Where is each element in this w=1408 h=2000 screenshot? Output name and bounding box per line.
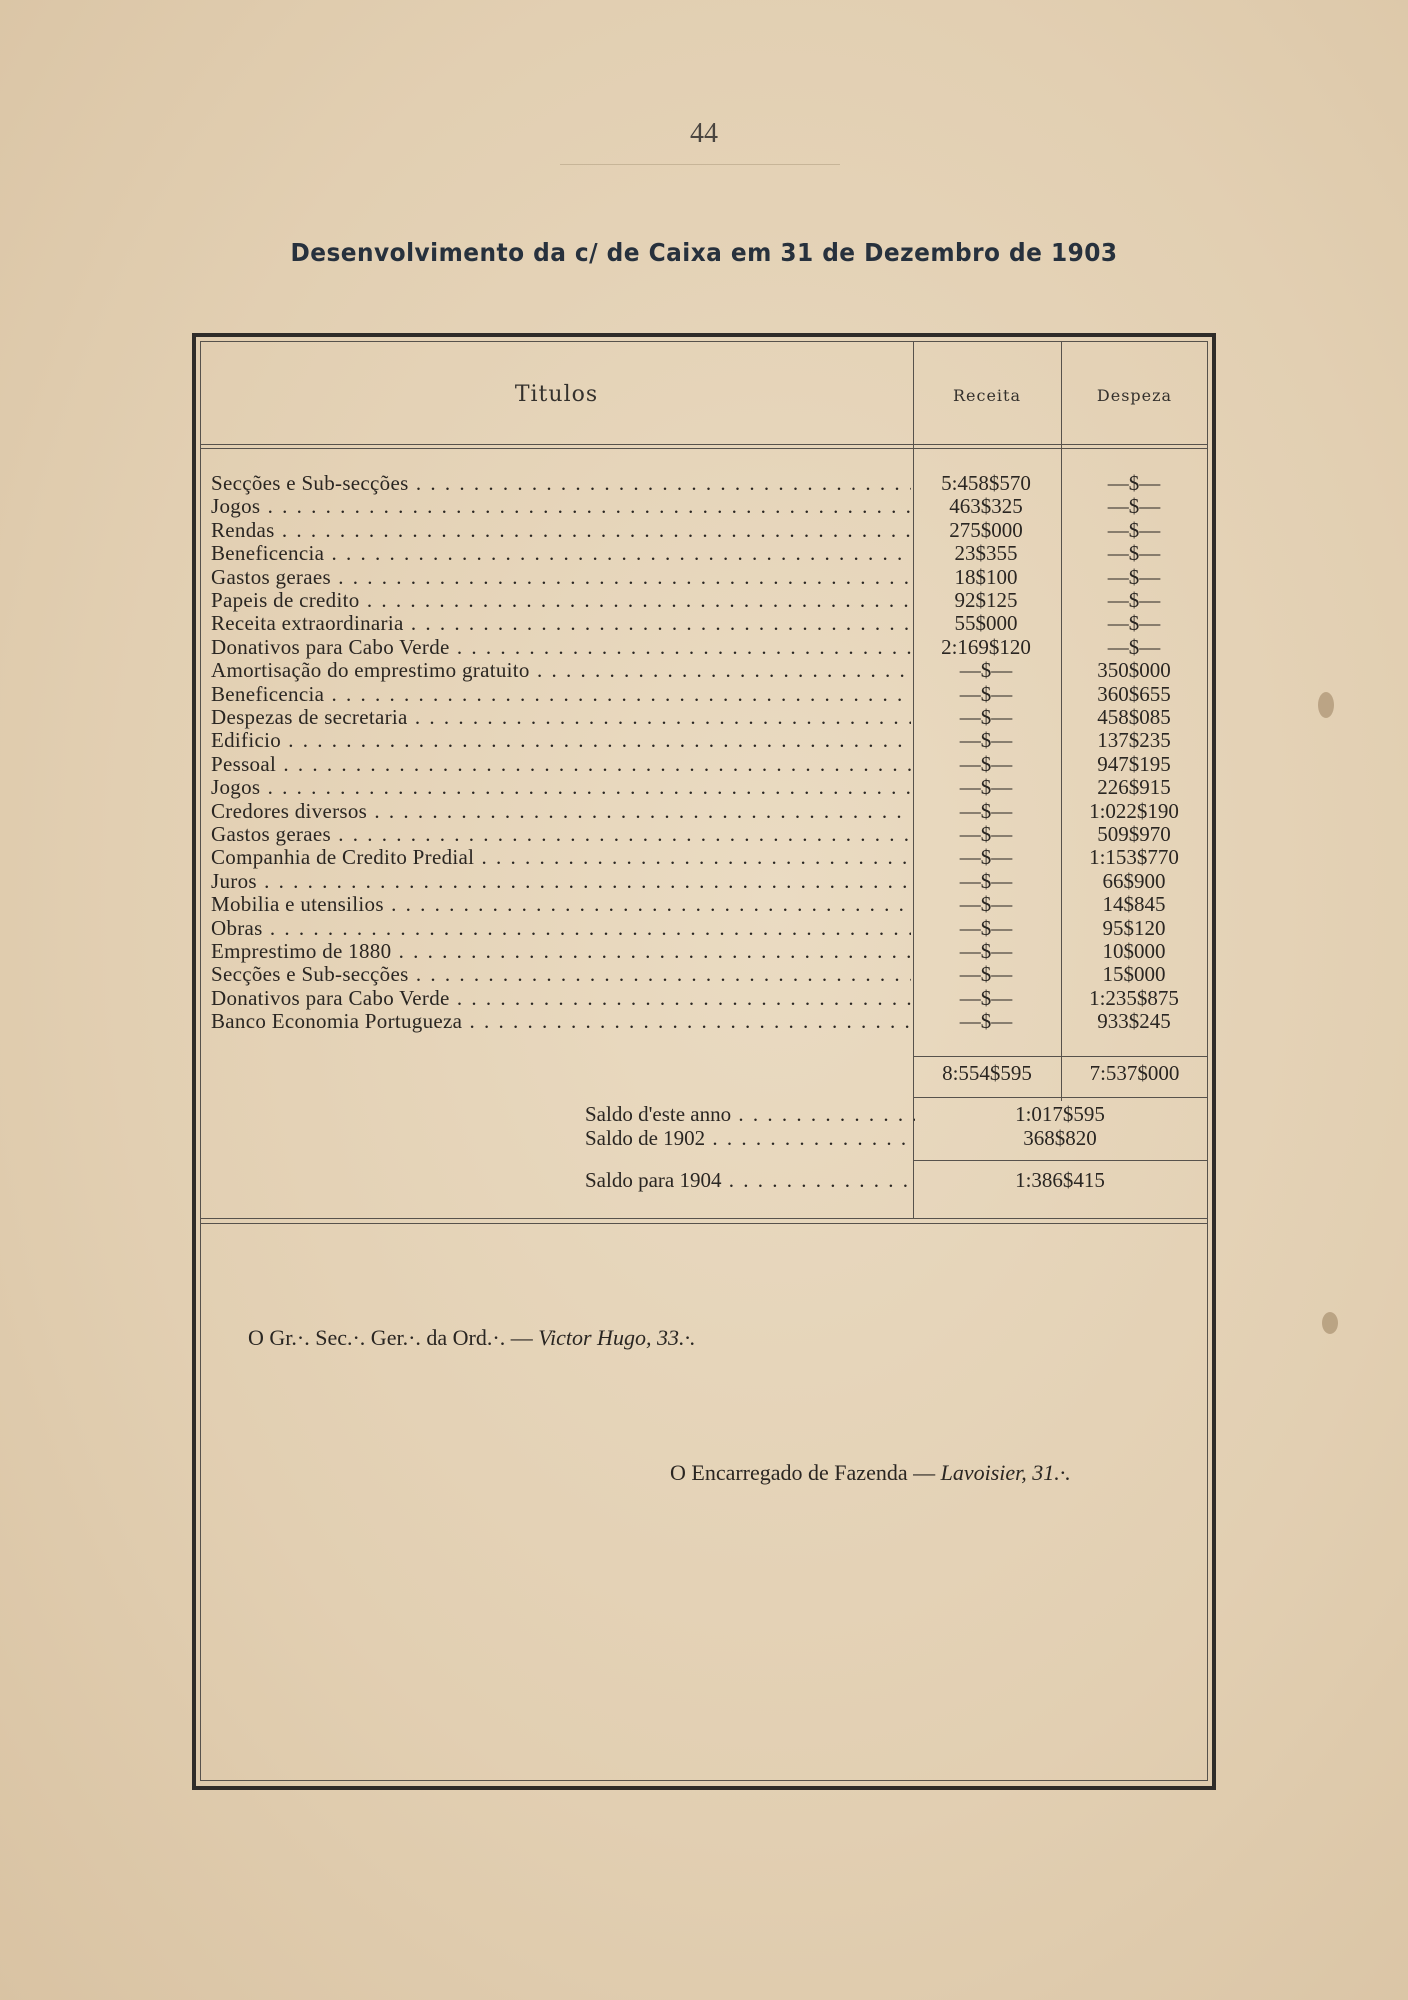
row-label: Emprestimo de 1880 . . . (211, 940, 911, 963)
row-despeza: 360$655 (1097, 681, 1171, 706)
header-titulos: Titulos (514, 382, 599, 407)
row-despeza: 933$245 (1097, 1009, 1171, 1034)
row-receita: —$— (959, 939, 1013, 963)
table-row (0, 519, 1408, 542)
header-despeza: Despeza (1096, 386, 1173, 405)
saldo-este-anno-label: Saldo d'este anno . . . (585, 1102, 915, 1126)
table-row (0, 659, 1408, 682)
row-despeza: —$— (1107, 588, 1161, 612)
row-despeza: 1:235$875 (1089, 985, 1179, 1010)
row-despeza: 947$195 (1097, 751, 1171, 776)
binding-hole-mark (1318, 692, 1334, 718)
signature-treasurer-title: O Encarregado de Fazenda — (670, 1460, 936, 1485)
row-receita: 463$325 (949, 494, 1023, 519)
row-label: Amortisação do emprestimo gratuito . . . (211, 659, 911, 682)
row-despeza: 66$900 (1102, 868, 1166, 893)
row-label: Secções e Sub-secções . . . (211, 472, 911, 495)
row-despeza: 1:022$190 (1089, 798, 1179, 823)
row-label: Despezas de secretaria . . . (211, 706, 911, 729)
row-despeza: 14$845 (1102, 892, 1166, 917)
row-receita: —$— (959, 728, 1013, 753)
section-rule-top (200, 1218, 1208, 1219)
row-despeza: 350$000 (1097, 658, 1171, 683)
total-receita: 8:554$595 (942, 1061, 1032, 1085)
row-receita: —$— (959, 705, 1013, 729)
row-label: Gastos geraes . . . (211, 566, 911, 589)
table-row (0, 683, 1408, 706)
row-despeza: 226$915 (1097, 775, 1171, 800)
table-row (0, 566, 1408, 589)
saldo-rule (913, 1160, 1208, 1161)
row-receita: —$— (959, 1009, 1013, 1034)
header-rule-top (200, 444, 1208, 445)
row-label: Donativos para Cabo Verde . . . (211, 987, 911, 1010)
row-label: Obras . . . (211, 917, 911, 940)
row-label: Juros . . . (211, 870, 911, 893)
table-row (0, 940, 1408, 963)
row-label: Credores diversos . . . (211, 800, 911, 823)
row-label: Papeis de credito . . . (211, 589, 911, 612)
signature-treasurer (670, 1460, 1071, 1486)
row-receita: —$— (959, 798, 1013, 823)
table-row (0, 776, 1408, 799)
row-receita: —$— (959, 658, 1013, 683)
row-label: Beneficencia . . . (211, 542, 911, 565)
table-row (0, 472, 1408, 495)
row-despeza: 1:153$770 (1089, 845, 1179, 870)
row-despeza: —$— (1107, 611, 1161, 636)
saldo-proximo-value: 1:386$415 (1015, 1168, 1105, 1192)
row-label: Donativos para Cabo Verde . . . (211, 636, 911, 659)
binding-hole-mark (1322, 1312, 1338, 1334)
saldo-anterior-label: Saldo de 1902 . . . (585, 1126, 915, 1150)
table-row (0, 870, 1408, 893)
row-receita: 55$000 (954, 611, 1018, 636)
row-receita: —$— (959, 892, 1013, 917)
row-receita: —$— (959, 962, 1013, 987)
row-despeza: —$— (1107, 634, 1161, 659)
row-receita: —$— (959, 915, 1013, 940)
table-row (0, 1010, 1408, 1033)
row-label: Mobilia e utensilios . . . (211, 893, 911, 916)
row-despeza: —$— (1107, 494, 1161, 519)
table-row (0, 589, 1408, 612)
table-row (0, 495, 1408, 518)
row-receita: —$— (959, 775, 1013, 800)
row-label: Rendas . . . (211, 519, 911, 542)
row-despeza: 10$000 (1102, 939, 1166, 963)
row-receita: 92$125 (954, 588, 1018, 612)
row-label: Beneficencia . . . (211, 683, 911, 706)
row-despeza: 458$085 (1097, 705, 1171, 729)
row-despeza: 15$000 (1102, 962, 1166, 987)
row-label: Receita extraordinaria . . . (211, 612, 911, 635)
row-receita: 23$355 (954, 541, 1018, 566)
totals-bottom-rule (913, 1097, 1208, 1098)
row-label: Jogos . . . (211, 776, 911, 799)
saldo-este-anno-value: 1:017$595 (1015, 1102, 1105, 1126)
header-receita: Receita (952, 386, 1022, 405)
row-despeza: —$— (1107, 564, 1161, 589)
table-row (0, 987, 1408, 1010)
row-receita: 5:458$570 (941, 471, 1031, 495)
row-receita: 275$000 (949, 517, 1023, 542)
saldo-proximo-label: Saldo para 1904 . . . (585, 1168, 915, 1192)
row-receita: —$— (959, 845, 1013, 870)
table-row (0, 636, 1408, 659)
row-label: Secções e Sub-secções . . . (211, 963, 911, 986)
totals-rule (913, 1056, 1208, 1057)
row-receita: —$— (959, 985, 1013, 1010)
table-row (0, 706, 1408, 729)
row-despeza: —$— (1107, 541, 1161, 566)
row-despeza: —$— (1107, 517, 1161, 542)
row-receita: 2:169$120 (941, 634, 1031, 659)
signature-secretary (248, 1325, 695, 1351)
row-label: Pessoal . . . (211, 753, 911, 776)
header-rule-bottom (200, 448, 1208, 449)
table-row (0, 729, 1408, 752)
saldo-anterior-value: 368$820 (1023, 1126, 1097, 1150)
table-row (0, 542, 1408, 565)
section-rule-bottom (200, 1223, 1208, 1224)
row-despeza: 509$970 (1097, 822, 1171, 846)
table-row (0, 846, 1408, 869)
row-receita: —$— (959, 822, 1013, 846)
signature-treasurer-name: Lavoisier, 31.·. (940, 1460, 1071, 1485)
signature-secretary-title: O Gr.·. Sec.·. Ger.·. da Ord.·. — (248, 1325, 533, 1350)
table-row (0, 917, 1408, 940)
signature-secretary-name: Victor Hugo, 33.·. (538, 1325, 696, 1350)
row-label: Gastos geraes . . . (211, 823, 911, 846)
row-despeza: 95$120 (1102, 915, 1166, 940)
row-receita: —$— (959, 751, 1013, 776)
row-receita: 18$100 (954, 564, 1018, 589)
document-title: Desenvolvimento da c/ de Caixa em 31 de Dezembro de 1903 (290, 238, 1118, 267)
total-despeza: 7:537$000 (1089, 1061, 1180, 1085)
table-row (0, 893, 1408, 916)
table-row (0, 823, 1408, 846)
row-despeza: —$— (1107, 471, 1161, 495)
table-row (0, 963, 1408, 986)
row-label: Companhia de Credito Predial . . . (211, 846, 911, 869)
row-label: Edificio . . . (211, 729, 911, 752)
page-number-rule (560, 164, 840, 165)
row-label: Banco Economia Portugueza . . . (211, 1010, 911, 1033)
row-receita: —$— (959, 681, 1013, 706)
row-receita: —$— (959, 868, 1013, 893)
table-row (0, 800, 1408, 823)
page-number: 44 (690, 118, 718, 149)
table-row (0, 753, 1408, 776)
table-row (0, 612, 1408, 635)
row-label: Jogos . . . (211, 495, 911, 518)
row-despeza: 137$235 (1097, 728, 1171, 753)
